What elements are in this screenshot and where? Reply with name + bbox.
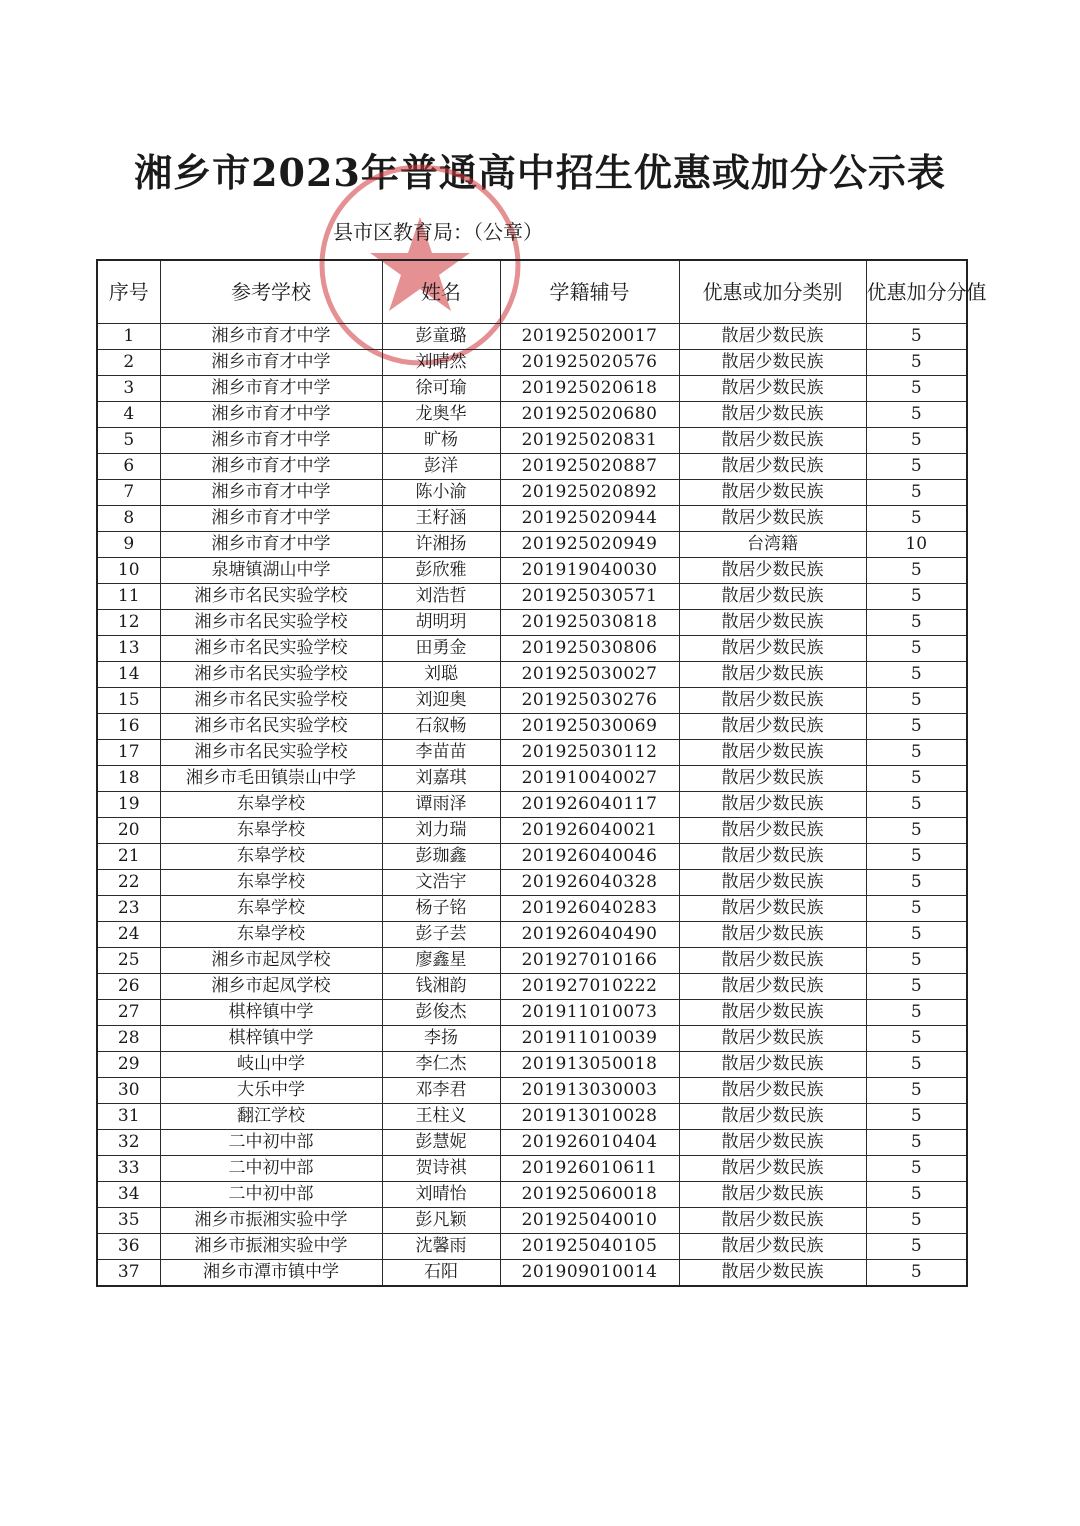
category-cell: 散居少数民族 bbox=[679, 792, 866, 818]
student-name-cell: 文浩宇 bbox=[382, 870, 500, 896]
table-row bbox=[97, 376, 967, 402]
score-cell: 5 bbox=[866, 844, 967, 870]
category-cell: 散居少数民族 bbox=[679, 974, 866, 1000]
score-cell: 5 bbox=[866, 506, 967, 532]
school-cell: 湘乡市育才中学 bbox=[160, 454, 382, 480]
row-index: 14 bbox=[97, 662, 160, 688]
table-row bbox=[97, 506, 967, 532]
score-cell: 5 bbox=[866, 818, 967, 844]
student-name-cell: 彭凡颖 bbox=[382, 1208, 500, 1234]
row-index: 3 bbox=[97, 376, 160, 402]
school-cell: 湘乡市名民实验学校 bbox=[160, 584, 382, 610]
school-cell: 湘乡市育才中学 bbox=[160, 324, 382, 350]
category-cell: 散居少数民族 bbox=[679, 1000, 866, 1026]
score-cell: 5 bbox=[866, 1052, 967, 1078]
row-index: 2 bbox=[97, 350, 160, 376]
student-name-cell: 王柱义 bbox=[382, 1104, 500, 1130]
row-index: 34 bbox=[97, 1182, 160, 1208]
table-row bbox=[97, 1130, 967, 1156]
score-cell: 5 bbox=[866, 766, 967, 792]
score-cell: 5 bbox=[866, 324, 967, 350]
school-cell: 湘乡市起凤学校 bbox=[160, 948, 382, 974]
row-index: 32 bbox=[97, 1130, 160, 1156]
row-index: 33 bbox=[97, 1156, 160, 1182]
student-name-cell: 刘力瑞 bbox=[382, 818, 500, 844]
score-cell: 5 bbox=[866, 974, 967, 1000]
category-cell: 散居少数民族 bbox=[679, 1104, 866, 1130]
table-row bbox=[97, 740, 967, 766]
row-index: 18 bbox=[97, 766, 160, 792]
category-cell: 散居少数民族 bbox=[679, 506, 866, 532]
student-name-cell: 彭欣雅 bbox=[382, 558, 500, 584]
table-row bbox=[97, 766, 967, 792]
student-name-cell: 邓李君 bbox=[382, 1078, 500, 1104]
category-cell: 散居少数民族 bbox=[679, 1078, 866, 1104]
student-name-cell: 彭童璐 bbox=[382, 324, 500, 350]
school-cell: 东皋学校 bbox=[160, 792, 382, 818]
school-cell: 湘乡市名民实验学校 bbox=[160, 688, 382, 714]
score-cell: 5 bbox=[866, 662, 967, 688]
score-cell: 5 bbox=[866, 480, 967, 506]
category-cell: 散居少数民族 bbox=[679, 402, 866, 428]
table-row bbox=[97, 480, 967, 506]
row-index: 20 bbox=[97, 818, 160, 844]
table-row bbox=[97, 1182, 967, 1208]
table-row bbox=[97, 350, 967, 376]
table-row bbox=[97, 1026, 967, 1052]
student-id-cell: 201927010222 bbox=[500, 974, 679, 1000]
category-cell: 散居少数民族 bbox=[679, 1234, 866, 1260]
category-cell: 散居少数民族 bbox=[679, 558, 866, 584]
student-name-cell: 李扬 bbox=[382, 1026, 500, 1052]
category-cell: 散居少数民族 bbox=[679, 324, 866, 350]
row-index: 12 bbox=[97, 610, 160, 636]
student-name-cell: 刘浩哲 bbox=[382, 584, 500, 610]
table-row bbox=[97, 922, 967, 948]
row-index: 35 bbox=[97, 1208, 160, 1234]
school-cell: 湘乡市名民实验学校 bbox=[160, 636, 382, 662]
school-cell: 湘乡市潭市镇中学 bbox=[160, 1260, 382, 1287]
category-cell: 散居少数民族 bbox=[679, 1130, 866, 1156]
category-cell: 散居少数民族 bbox=[679, 584, 866, 610]
table-row bbox=[97, 1260, 967, 1287]
student-name-cell: 刘晴然 bbox=[382, 350, 500, 376]
student-id-cell: 201925040010 bbox=[500, 1208, 679, 1234]
student-id-cell: 201926040021 bbox=[500, 818, 679, 844]
student-id-cell: 201910040027 bbox=[500, 766, 679, 792]
table-row bbox=[97, 844, 967, 870]
header-name: 姓名 bbox=[382, 260, 500, 324]
category-cell: 散居少数民族 bbox=[679, 922, 866, 948]
table-row bbox=[97, 1000, 967, 1026]
category-cell: 散居少数民族 bbox=[679, 1026, 866, 1052]
score-cell: 10 bbox=[866, 532, 967, 558]
school-cell: 东皋学校 bbox=[160, 922, 382, 948]
score-cell: 5 bbox=[866, 350, 967, 376]
school-cell: 二中初中部 bbox=[160, 1156, 382, 1182]
student-name-cell: 许湘扬 bbox=[382, 532, 500, 558]
row-index: 28 bbox=[97, 1026, 160, 1052]
category-cell: 散居少数民族 bbox=[679, 1182, 866, 1208]
score-cell: 5 bbox=[866, 896, 967, 922]
table-row bbox=[97, 402, 967, 428]
school-cell: 翻江学校 bbox=[160, 1104, 382, 1130]
student-id-cell: 201925020944 bbox=[500, 506, 679, 532]
student-id-cell: 201925020892 bbox=[500, 480, 679, 506]
school-cell: 东皋学校 bbox=[160, 818, 382, 844]
table-row bbox=[97, 688, 967, 714]
student-name-cell: 龙奥华 bbox=[382, 402, 500, 428]
row-index: 36 bbox=[97, 1234, 160, 1260]
score-cell: 5 bbox=[866, 922, 967, 948]
table-row bbox=[97, 1208, 967, 1234]
student-name-cell: 杨子铭 bbox=[382, 896, 500, 922]
student-name-cell: 彭洋 bbox=[382, 454, 500, 480]
table-row bbox=[97, 1052, 967, 1078]
category-cell: 散居少数民族 bbox=[679, 688, 866, 714]
score-cell: 5 bbox=[866, 870, 967, 896]
student-id-cell: 201911010039 bbox=[500, 1026, 679, 1052]
student-id-cell: 201925030818 bbox=[500, 610, 679, 636]
table-row bbox=[97, 896, 967, 922]
header-index: 序号 bbox=[97, 260, 160, 324]
row-index: 5 bbox=[97, 428, 160, 454]
row-index: 8 bbox=[97, 506, 160, 532]
school-cell: 湘乡市名民实验学校 bbox=[160, 740, 382, 766]
table-row bbox=[97, 792, 967, 818]
student-name-cell: 刘嘉琪 bbox=[382, 766, 500, 792]
table-row bbox=[97, 1156, 967, 1182]
table-row bbox=[97, 558, 967, 584]
student-name-cell: 谭雨泽 bbox=[382, 792, 500, 818]
school-cell: 湘乡市育才中学 bbox=[160, 350, 382, 376]
row-index: 1 bbox=[97, 324, 160, 350]
category-cell: 散居少数民族 bbox=[679, 1208, 866, 1234]
student-id-cell: 201926040046 bbox=[500, 844, 679, 870]
row-index: 15 bbox=[97, 688, 160, 714]
row-index: 4 bbox=[97, 402, 160, 428]
student-name-cell: 石阳 bbox=[382, 1260, 500, 1287]
row-index: 22 bbox=[97, 870, 160, 896]
school-cell: 湘乡市育才中学 bbox=[160, 428, 382, 454]
student-id-cell: 201919040030 bbox=[500, 558, 679, 584]
student-name-cell: 沈馨雨 bbox=[382, 1234, 500, 1260]
category-cell: 散居少数民族 bbox=[679, 428, 866, 454]
school-cell: 东皋学校 bbox=[160, 844, 382, 870]
student-name-cell: 彭珈鑫 bbox=[382, 844, 500, 870]
school-cell: 湘乡市名民实验学校 bbox=[160, 714, 382, 740]
student-id-cell: 201925030027 bbox=[500, 662, 679, 688]
student-name-cell: 李仁杰 bbox=[382, 1052, 500, 1078]
score-cell: 5 bbox=[866, 792, 967, 818]
school-cell: 棋梓镇中学 bbox=[160, 1026, 382, 1052]
score-cell: 5 bbox=[866, 558, 967, 584]
student-id-cell: 201925020831 bbox=[500, 428, 679, 454]
table-row bbox=[97, 324, 967, 350]
category-cell: 散居少数民族 bbox=[679, 350, 866, 376]
table-row bbox=[97, 636, 967, 662]
score-cell: 5 bbox=[866, 740, 967, 766]
table-row bbox=[97, 1104, 967, 1130]
category-cell: 散居少数民族 bbox=[679, 766, 866, 792]
student-id-cell: 201927010166 bbox=[500, 948, 679, 974]
category-cell: 散居少数民族 bbox=[679, 740, 866, 766]
student-id-cell: 201925030112 bbox=[500, 740, 679, 766]
row-index: 13 bbox=[97, 636, 160, 662]
row-index: 6 bbox=[97, 454, 160, 480]
school-cell: 岐山中学 bbox=[160, 1052, 382, 1078]
score-cell: 5 bbox=[866, 454, 967, 480]
row-index: 19 bbox=[97, 792, 160, 818]
row-index: 17 bbox=[97, 740, 160, 766]
school-cell: 东皋学校 bbox=[160, 896, 382, 922]
row-index: 37 bbox=[97, 1260, 160, 1287]
table-row bbox=[97, 532, 967, 558]
student-name-cell: 刘迎奥 bbox=[382, 688, 500, 714]
student-id-cell: 201925020887 bbox=[500, 454, 679, 480]
row-index: 24 bbox=[97, 922, 160, 948]
student-id-cell: 201925040105 bbox=[500, 1234, 679, 1260]
student-id-cell: 201925060018 bbox=[500, 1182, 679, 1208]
document-subtitle: 县市区教育局：（公章） bbox=[333, 220, 543, 244]
student-id-cell: 201909010014 bbox=[500, 1260, 679, 1287]
student-name-cell: 彭俊杰 bbox=[382, 1000, 500, 1026]
school-cell: 湘乡市育才中学 bbox=[160, 532, 382, 558]
school-cell: 湘乡市名民实验学校 bbox=[160, 610, 382, 636]
score-cell: 5 bbox=[866, 428, 967, 454]
row-index: 7 bbox=[97, 480, 160, 506]
category-cell: 散居少数民族 bbox=[679, 1260, 866, 1287]
score-cell: 5 bbox=[866, 688, 967, 714]
category-cell: 散居少数民族 bbox=[679, 480, 866, 506]
row-index: 9 bbox=[97, 532, 160, 558]
student-id-cell: 201925020618 bbox=[500, 376, 679, 402]
student-id-cell: 201926040328 bbox=[500, 870, 679, 896]
school-cell: 湘乡市名民实验学校 bbox=[160, 662, 382, 688]
header-score: 优惠加分分值 bbox=[866, 260, 967, 324]
row-index: 27 bbox=[97, 1000, 160, 1026]
school-cell: 大乐中学 bbox=[160, 1078, 382, 1104]
category-cell: 散居少数民族 bbox=[679, 636, 866, 662]
school-cell: 东皋学校 bbox=[160, 870, 382, 896]
category-cell: 台湾籍 bbox=[679, 532, 866, 558]
student-name-cell: 贺诗祺 bbox=[382, 1156, 500, 1182]
student-name-cell: 旷杨 bbox=[382, 428, 500, 454]
category-cell: 散居少数民族 bbox=[679, 610, 866, 636]
row-index: 16 bbox=[97, 714, 160, 740]
score-cell: 5 bbox=[866, 1260, 967, 1287]
school-cell: 湘乡市振湘实验中学 bbox=[160, 1208, 382, 1234]
student-id-cell: 201911010073 bbox=[500, 1000, 679, 1026]
student-id-cell: 201925030276 bbox=[500, 688, 679, 714]
student-name-cell: 陈小渝 bbox=[382, 480, 500, 506]
category-cell: 散居少数民族 bbox=[679, 896, 866, 922]
row-index: 21 bbox=[97, 844, 160, 870]
school-cell: 湘乡市起凤学校 bbox=[160, 974, 382, 1000]
table-row bbox=[97, 1078, 967, 1104]
score-cell: 5 bbox=[866, 1000, 967, 1026]
category-cell: 散居少数民族 bbox=[679, 714, 866, 740]
category-cell: 散居少数民族 bbox=[679, 870, 866, 896]
score-cell: 5 bbox=[866, 1104, 967, 1130]
student-id-cell: 201913030003 bbox=[500, 1078, 679, 1104]
student-id-cell: 201926040490 bbox=[500, 922, 679, 948]
category-cell: 散居少数民族 bbox=[679, 818, 866, 844]
table-row bbox=[97, 974, 967, 1000]
student-name-cell: 刘聪 bbox=[382, 662, 500, 688]
score-cell: 5 bbox=[866, 402, 967, 428]
row-index: 25 bbox=[97, 948, 160, 974]
header-school: 参考学校 bbox=[160, 260, 382, 324]
score-cell: 5 bbox=[866, 584, 967, 610]
row-index: 23 bbox=[97, 896, 160, 922]
score-cell: 5 bbox=[866, 1026, 967, 1052]
student-name-cell: 刘晴怡 bbox=[382, 1182, 500, 1208]
table-row bbox=[97, 818, 967, 844]
score-cell: 5 bbox=[866, 1182, 967, 1208]
header-category: 优惠或加分类别 bbox=[679, 260, 866, 324]
student-id-cell: 201926010611 bbox=[500, 1156, 679, 1182]
student-id-cell: 201925020576 bbox=[500, 350, 679, 376]
student-name-cell: 田勇金 bbox=[382, 636, 500, 662]
score-cell: 5 bbox=[866, 1208, 967, 1234]
student-id-cell: 201913050018 bbox=[500, 1052, 679, 1078]
student-id-cell: 201925030069 bbox=[500, 714, 679, 740]
school-cell: 二中初中部 bbox=[160, 1130, 382, 1156]
table-row bbox=[97, 610, 967, 636]
student-name-cell: 王籽涵 bbox=[382, 506, 500, 532]
table-row bbox=[97, 584, 967, 610]
student-id-cell: 201926010404 bbox=[500, 1130, 679, 1156]
school-cell: 湘乡市振湘实验中学 bbox=[160, 1234, 382, 1260]
score-cell: 5 bbox=[866, 1078, 967, 1104]
score-cell: 5 bbox=[866, 1234, 967, 1260]
school-cell: 湘乡市育才中学 bbox=[160, 506, 382, 532]
category-cell: 散居少数民族 bbox=[679, 376, 866, 402]
category-cell: 散居少数民族 bbox=[679, 454, 866, 480]
table-row bbox=[97, 714, 967, 740]
school-cell: 湘乡市育才中学 bbox=[160, 480, 382, 506]
student-id-cell: 201925030571 bbox=[500, 584, 679, 610]
student-id-cell: 201925030806 bbox=[500, 636, 679, 662]
student-name-cell: 胡明玥 bbox=[382, 610, 500, 636]
school-cell: 棋梓镇中学 bbox=[160, 1000, 382, 1026]
category-cell: 散居少数民族 bbox=[679, 844, 866, 870]
student-name-cell: 彭子芸 bbox=[382, 922, 500, 948]
school-cell: 二中初中部 bbox=[160, 1182, 382, 1208]
table-header-row bbox=[97, 260, 967, 324]
score-cell: 5 bbox=[866, 1130, 967, 1156]
score-cell: 5 bbox=[866, 610, 967, 636]
student-id-cell: 201925020949 bbox=[500, 532, 679, 558]
school-cell: 泉塘镇湖山中学 bbox=[160, 558, 382, 584]
category-cell: 散居少数民族 bbox=[679, 948, 866, 974]
student-id-cell: 201926040117 bbox=[500, 792, 679, 818]
category-cell: 散居少数民族 bbox=[679, 662, 866, 688]
student-name-cell: 石叙畅 bbox=[382, 714, 500, 740]
school-cell: 湘乡市育才中学 bbox=[160, 402, 382, 428]
table-row bbox=[97, 428, 967, 454]
table-row bbox=[97, 1234, 967, 1260]
student-name-cell: 李苗苗 bbox=[382, 740, 500, 766]
category-cell: 散居少数民族 bbox=[679, 1156, 866, 1182]
row-index: 10 bbox=[97, 558, 160, 584]
score-cell: 5 bbox=[866, 948, 967, 974]
student-name-cell: 彭慧妮 bbox=[382, 1130, 500, 1156]
student-id-cell: 201913010028 bbox=[500, 1104, 679, 1130]
row-index: 29 bbox=[97, 1052, 160, 1078]
table-row bbox=[97, 454, 967, 480]
student-id-cell: 201925020017 bbox=[500, 324, 679, 350]
student-name-cell: 廖鑫星 bbox=[382, 948, 500, 974]
school-cell: 湘乡市育才中学 bbox=[160, 376, 382, 402]
header-student-id: 学籍辅号 bbox=[500, 260, 679, 324]
table-row bbox=[97, 662, 967, 688]
score-cell: 5 bbox=[866, 1156, 967, 1182]
row-index: 31 bbox=[97, 1104, 160, 1130]
student-name-cell: 钱湘韵 bbox=[382, 974, 500, 1000]
row-index: 26 bbox=[97, 974, 160, 1000]
table-row bbox=[97, 948, 967, 974]
document-title: 湘乡市2023年普通高中招生优惠或加分公示表 bbox=[134, 150, 946, 195]
row-index: 11 bbox=[97, 584, 160, 610]
score-cell: 5 bbox=[866, 636, 967, 662]
bonus-points-table bbox=[96, 259, 987, 1287]
category-cell: 散居少数民族 bbox=[679, 1052, 866, 1078]
student-id-cell: 201926040283 bbox=[500, 896, 679, 922]
score-cell: 5 bbox=[866, 714, 967, 740]
row-index: 30 bbox=[97, 1078, 160, 1104]
school-cell: 湘乡市毛田镇崇山中学 bbox=[160, 766, 382, 792]
student-name-cell: 徐可瑜 bbox=[382, 376, 500, 402]
student-id-cell: 201925020680 bbox=[500, 402, 679, 428]
table-row bbox=[97, 870, 967, 896]
score-cell: 5 bbox=[866, 376, 967, 402]
